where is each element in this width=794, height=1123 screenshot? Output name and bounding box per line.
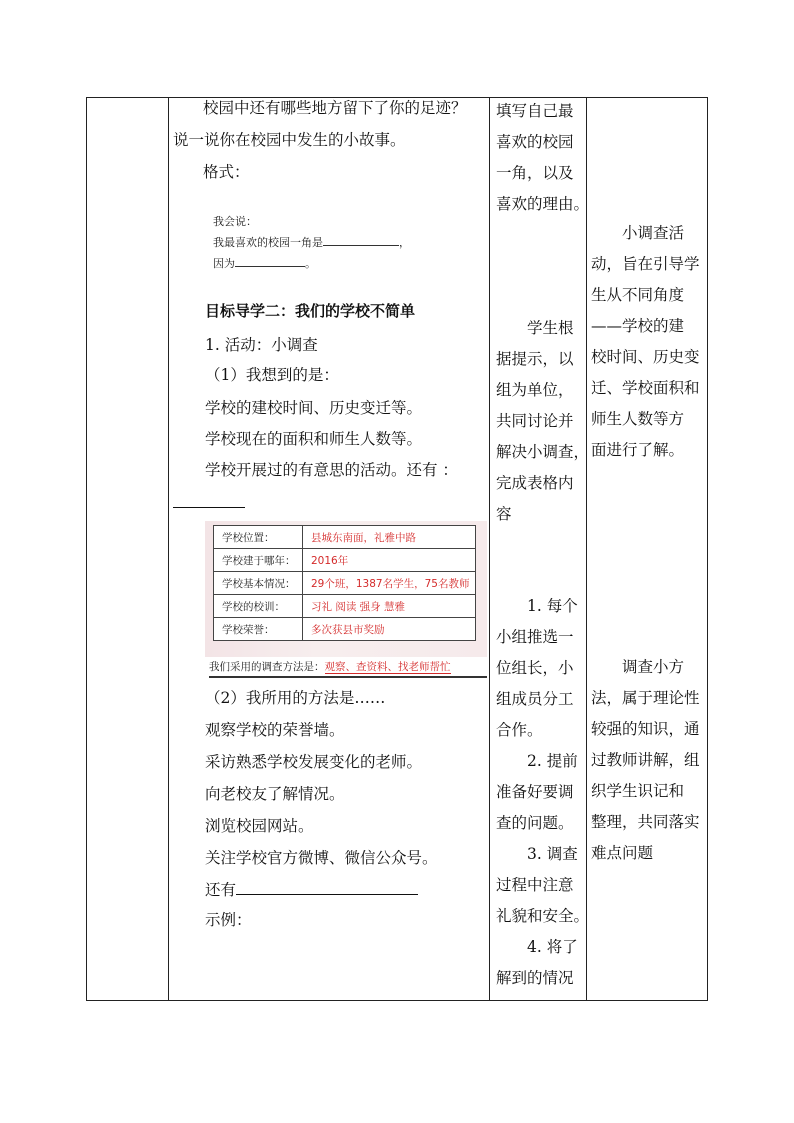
idea-1: 学校的建校时间、历史变迁等。 (205, 399, 423, 417)
info-value: 2016年 (303, 549, 476, 572)
format-line-3: 因为 。 (213, 257, 316, 270)
step-1: 1. 活动：小调查 (205, 336, 318, 354)
school-info-table (213, 525, 476, 641)
format-example-box (205, 211, 417, 270)
info-key: 学校的校训： (214, 595, 303, 618)
table-row (214, 618, 476, 641)
info-value: 多次获县市奖励 (303, 618, 476, 641)
idea-2: 学校现在的面积和师生人数等。 (205, 430, 423, 448)
method-5: 关注学校官方微博、微信公众号。 (205, 849, 438, 867)
info-value: 县城东南面，礼雅中路 (303, 526, 476, 549)
table-row (214, 549, 476, 572)
info-value: 29个班，1387名学生，75名教师 (303, 572, 476, 595)
table-row (214, 595, 476, 618)
method-4: 浏览校园网站。 (205, 817, 314, 835)
student-block-1: 填写自己最 喜欢的校园 一角，以及 喜欢的理由。 (496, 102, 590, 213)
survey-method-line: 我们采用的调查方法是：观察、查资料、找老师帮忙 (209, 661, 451, 673)
other-method: 还有 (205, 880, 418, 900)
intro-line-1: 校园中还有哪些地方留下了你的足迹？ (203, 99, 467, 117)
student-block-3: 1. 每个 小组推选一 位组长，小 组成员分工 合作。 2. 提前 准备好要调 查的问题。 3. 调查 过程中注意 礼貌和安全。 4. 将了 解到的情况 (496, 597, 590, 987)
info-key: 学校位置： (214, 526, 303, 549)
format-line-1: 我会说： (213, 215, 257, 228)
activity-column-cell (169, 98, 490, 1001)
method-1: 观察学校的荣誉墙。 (205, 721, 345, 739)
format-label: 格式： (203, 163, 250, 181)
design-intent-cell (587, 98, 708, 1001)
info-key: 学校基本情况： (214, 572, 303, 595)
lesson-plan-table (86, 97, 708, 1001)
idea-3: 学校开展过的有意思的活动。还有 ： (205, 461, 458, 479)
sub-question-1: （1）我想到的是： (205, 366, 339, 384)
answer-blank-line (173, 507, 245, 508)
info-key: 学校建于哪年： (214, 549, 303, 572)
student-block-2: 学生根 据提示，以 组为单位， 共同讨论并 解决小调查， 完成表格内 容 (496, 319, 590, 523)
intro-line-2: 说一说你在校园中发生的小故事。 (173, 131, 406, 149)
survey-result-image (205, 521, 487, 681)
format-line-2: 我最喜欢的校园一角是 ， (213, 236, 410, 249)
student-activity-cell (490, 98, 590, 1001)
info-key: 学校荣誉： (214, 618, 303, 641)
blank-column-cell (87, 98, 169, 1001)
intent-block-2: 调查小方 法，属于理论性 较强的知识，通 过教师讲解，组 织学生识记和 整理，共同落实 难点问题 (591, 658, 700, 862)
goal-title: 目标导学二：我们的学校不简单 (205, 302, 416, 320)
example-label: 示例： (205, 911, 252, 929)
table-row (214, 572, 476, 595)
method-2: 采访熟悉学校发展变化的老师。 (205, 753, 423, 771)
intent-block-1: 小调查活 动，旨在引导学 生从不同角度 ——学校的建 校时间、历史变 迁、学校面积和 师生人数等方 面进行了解。 (591, 224, 700, 459)
info-value: 习礼 阅读 强身 慧雅 (303, 595, 476, 618)
method-underline (209, 676, 487, 678)
method-3: 向老校友了解情况。 (205, 785, 345, 803)
sub-question-2: （2）我所用的方法是…… (205, 689, 386, 707)
table-row (214, 526, 476, 549)
